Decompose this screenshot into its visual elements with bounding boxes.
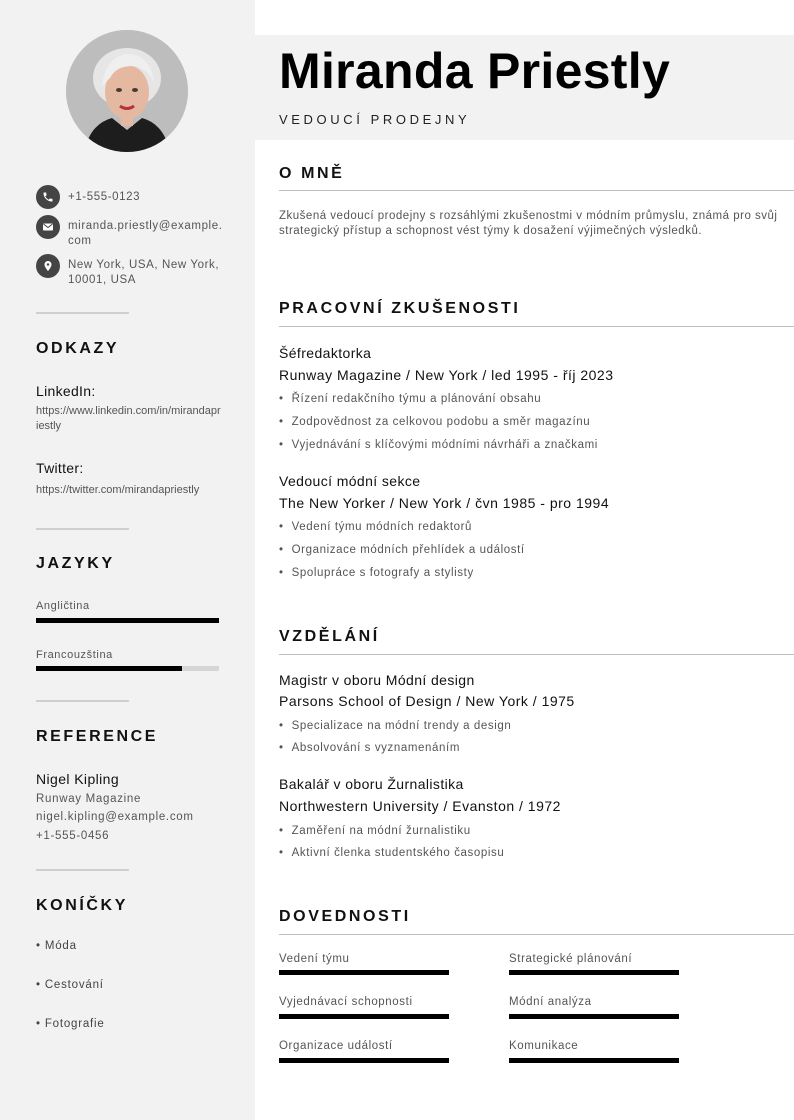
degree-title: Bakalář v oboru Žurnalistika xyxy=(279,776,464,792)
skill-label: Vyjednávací schopnosti xyxy=(279,996,413,1008)
language-bar-english xyxy=(36,618,219,623)
about-text: Zkušená vedoucí prodejny s rozsáhlými zkušenostmi v módním průmyslu, známá pro svůj strategický přístup a schopnost vést týmy k dosažení výjimečných výsledků. xyxy=(279,210,778,237)
languages-heading: JAZYKY xyxy=(36,555,115,572)
degree-bullet: • Absolvování s vyznamenáním xyxy=(279,742,460,754)
degree-title: Magistr v oboru Módní design xyxy=(279,672,475,688)
reference-heading: REFERENCE xyxy=(36,728,159,745)
degree-subtitle: Parsons School of Design / New York / 1975 xyxy=(279,693,575,709)
contact-address xyxy=(36,254,228,288)
phone-icon xyxy=(36,185,60,209)
degree-bullet: • Aktivní členka studentského časopisu xyxy=(279,847,504,859)
email-text[interactable]: miranda.priestly@example.com xyxy=(68,220,223,247)
hobby-item: • Fotografie xyxy=(36,1018,105,1030)
reference-email[interactable]: nigel.kipling@example.com xyxy=(36,811,194,823)
job-bullet: • Řízení redakčního týmu a plánování obsahu xyxy=(279,393,541,405)
section-rule xyxy=(279,934,794,935)
hobby-item: • Móda xyxy=(36,940,77,952)
skill-bar xyxy=(509,970,679,975)
skill-fill xyxy=(279,1014,449,1019)
email-icon xyxy=(36,215,60,239)
reference-phone: +1-555-0456 xyxy=(36,830,110,842)
skill-bar xyxy=(509,1014,679,1019)
skill-bar xyxy=(509,1058,679,1063)
reference-company: Runway Magazine xyxy=(36,793,142,805)
sidebar-divider xyxy=(36,528,129,530)
address-text: New York, USA, New York, 10001, USA xyxy=(68,259,220,286)
skill-fill xyxy=(509,1058,679,1063)
job-bullet: • Vyjednávání s klíčovými módními návrháři a značkami xyxy=(279,439,598,451)
sidebar-divider xyxy=(36,700,129,702)
reference-name: Nigel Kipling xyxy=(36,771,120,787)
language-label-english: Angličtina xyxy=(36,600,90,612)
skill-fill xyxy=(509,1014,679,1019)
hobby-item: • Cestování xyxy=(36,979,104,991)
about-heading: O MNĚ xyxy=(279,165,345,182)
sidebar-divider xyxy=(36,312,129,314)
linkedin-url[interactable]: https://www.linkedin.com/in/mirandapriestly xyxy=(36,405,221,432)
job-bullet: • Spolupráce s fotografy a stylisty xyxy=(279,567,474,579)
section-rule xyxy=(279,326,794,327)
experience-heading: PRACOVNÍ ZKUŠENOSTI xyxy=(279,300,521,317)
links-heading: ODKAZY xyxy=(36,340,120,357)
portrait-image xyxy=(66,30,188,152)
candidate-title: VEDOUCÍ PRODEJNY xyxy=(279,112,471,127)
twitter-url[interactable]: https://twitter.com/mirandapriestly xyxy=(36,484,200,496)
hobbies-heading: KONÍČKY xyxy=(36,897,128,914)
location-pin-icon xyxy=(36,254,60,278)
education-heading: VZDĚLÁNÍ xyxy=(279,628,380,645)
skill-label: Vedení týmu xyxy=(279,953,350,965)
job-title: Šéfredaktorka xyxy=(279,345,372,361)
skill-label: Strategické plánování xyxy=(509,953,633,965)
language-fill-french xyxy=(36,666,182,671)
skill-label: Módní analýza xyxy=(509,996,592,1008)
skill-fill xyxy=(279,970,449,975)
contact-phone xyxy=(36,185,228,209)
degree-subtitle: Northwestern University / Evanston / 1972 xyxy=(279,798,561,814)
job-bullet: • Vedení týmu módních redaktorů xyxy=(279,521,472,533)
linkedin-label: LinkedIn: xyxy=(36,383,96,399)
job-subtitle: Runway Magazine / New York / led 1995 - říj 2023 xyxy=(279,367,614,383)
skill-label: Organizace událostí xyxy=(279,1040,393,1052)
language-bar-french xyxy=(36,666,219,671)
hobby-label: Cestování xyxy=(44,979,104,991)
skill-fill xyxy=(509,970,679,975)
job-bullet: • Zodpovědnost za celkovou podobu a směr magazínu xyxy=(279,416,590,428)
degree-bullet: • Zaměření na módní žurnalistiku xyxy=(279,825,471,837)
skill-label: Komunikace xyxy=(509,1040,579,1052)
skill-bar xyxy=(279,1014,449,1019)
twitter-label: Twitter: xyxy=(36,460,84,476)
skills-heading: DOVEDNOSTI xyxy=(279,908,411,925)
job-title: Vedoucí módní sekce xyxy=(279,473,421,489)
sidebar-divider xyxy=(36,869,129,871)
candidate-name: Miranda Priestly xyxy=(279,43,671,99)
hobby-label: Móda xyxy=(44,940,77,952)
language-label-french: Francouzština xyxy=(36,649,113,661)
hobby-label: Fotografie xyxy=(44,1018,105,1030)
skill-bar xyxy=(279,1058,449,1063)
section-rule xyxy=(279,190,794,191)
contact-email xyxy=(36,215,228,249)
skill-fill xyxy=(279,1058,449,1063)
job-subtitle: The New Yorker / New York / čvn 1985 - pro 1994 xyxy=(279,495,610,511)
profile-photo xyxy=(66,30,188,152)
skill-bar xyxy=(279,970,449,975)
phone-text: +1-555-0123 xyxy=(68,191,141,203)
job-bullet: • Organizace módních přehlídek a událostí xyxy=(279,544,525,556)
language-fill-english xyxy=(36,618,219,623)
section-rule xyxy=(279,654,794,655)
degree-bullet: • Specializace na módní trendy a design xyxy=(279,720,511,732)
